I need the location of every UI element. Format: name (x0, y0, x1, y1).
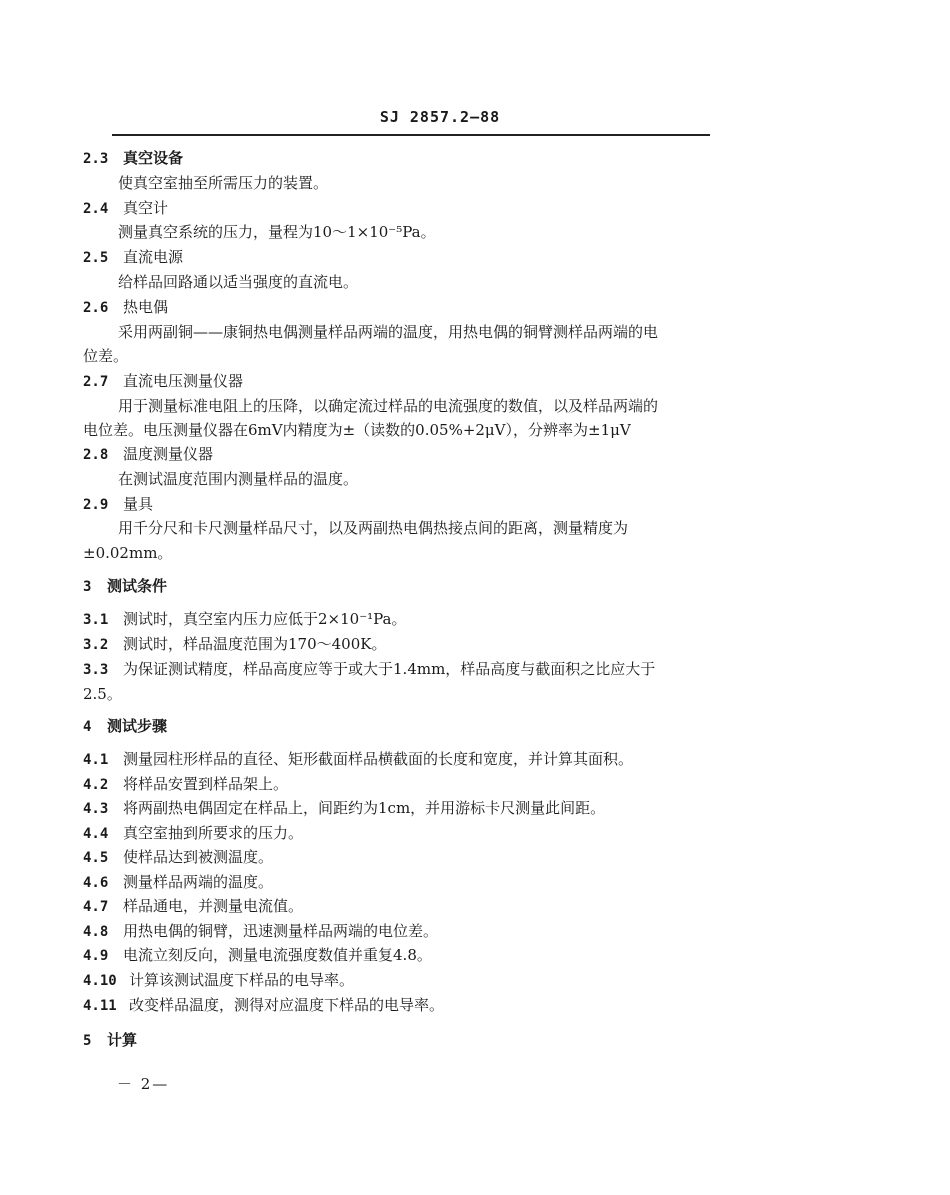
section-number: 2.9 (83, 497, 109, 513)
section-number: 2.3 (83, 151, 109, 167)
item-number: 4.8 (83, 924, 109, 940)
section-title: 温度测量仪器 (123, 445, 214, 463)
item-number: 4.1 (83, 752, 109, 768)
chapter-heading (83, 576, 167, 597)
item-text: 真空室抽到所要求的压力。 (123, 824, 304, 842)
list-item (83, 995, 444, 1016)
item-number: 4.7 (83, 899, 109, 915)
section-text: 给样品回路通以适当强度的直流电。 (118, 273, 359, 291)
chapter-title: 测试步骤 (107, 717, 168, 735)
section-text: 用千分尺和卡尺测量样品尺寸，以及两副热电偶热接点间的距离，测量精度为 (118, 519, 629, 537)
list-item (83, 872, 273, 893)
section-text: 在测试温度范围内测量样品的温度。 (118, 470, 359, 488)
page-number: － 2— (117, 1075, 170, 1093)
section-heading (83, 148, 183, 169)
chapter-number: 4 (83, 719, 92, 735)
item-number: 4.2 (83, 777, 109, 793)
item-text: 样品通电，并测量电流值。 (123, 897, 304, 915)
section-number: 2.8 (83, 447, 109, 463)
list-item (83, 609, 407, 630)
section-title: 热电偶 (123, 298, 169, 316)
item-number: 4.4 (83, 826, 109, 842)
section-number: 2.6 (83, 300, 109, 316)
section-text: 测量真空系统的压力，量程为10～1×10⁻⁵Pa。 (118, 223, 436, 241)
chapter-title: 计算 (107, 1031, 138, 1049)
section-number: 2.4 (83, 201, 109, 217)
item-text: 用热电偶的铜臂，迅速测量样品两端的电位差。 (123, 922, 439, 940)
section-text: 采用两副铜——康铜热电偶测量样品两端的温度，用热电偶的铜臂测样品两端的电 (118, 323, 659, 341)
section-heading (83, 494, 153, 515)
item-continuation: 2.5。 (83, 685, 122, 703)
chapter-number: 5 (83, 1033, 92, 1049)
section-title: 量具 (123, 495, 154, 513)
item-text: 电流立刻反向，测量电流强度数值并重复4.8。 (123, 946, 432, 964)
section-heading (83, 297, 168, 318)
section-text: 位差。 (83, 347, 129, 365)
list-item (83, 798, 605, 819)
chapter-heading (83, 1030, 137, 1051)
section-number: 2.5 (83, 250, 109, 266)
item-text: 为保证测试精度，样品高度应等于或大于1.4mm，样品高度与截面积之比应大于 (123, 660, 656, 678)
list-item (83, 659, 655, 680)
item-number: 4.6 (83, 875, 109, 891)
item-text: 测量样品两端的温度。 (123, 873, 274, 891)
chapter-number: 3 (83, 579, 92, 595)
section-text: 使真空室抽至所需压力的装置。 (118, 174, 329, 192)
item-text: 改变样品温度，测得对应温度下样品的电导率。 (129, 996, 445, 1014)
item-text: 测试时，样品温度范围为170～400K。 (123, 635, 387, 653)
chapter-heading (83, 716, 167, 737)
chapter-title: 测试条件 (107, 577, 168, 595)
list-item (83, 847, 273, 868)
list-item (83, 749, 633, 770)
section-text: ±0.02mm。 (83, 544, 173, 562)
section-text: 电位差。电压测量仪器在6mV内精度为±（读数的0.05%+2μV），分辨率为±1μV (83, 421, 631, 439)
list-item (83, 945, 432, 966)
item-number: 4.3 (83, 801, 109, 817)
item-text: 计算该测试温度下样品的电导率。 (129, 971, 355, 989)
item-number: 3.2 (83, 637, 109, 653)
item-number: 4.11 (83, 998, 117, 1014)
item-number: 4.9 (83, 948, 109, 964)
section-title: 直流电压测量仪器 (123, 372, 244, 390)
item-text: 测试时，真空室内压力应低于2×10⁻¹Pa。 (123, 610, 407, 628)
item-text: 将两副热电偶固定在样品上，间距约为1cm，并用游标卡尺测量此间距。 (123, 799, 606, 817)
item-number: 3.1 (83, 612, 109, 628)
list-item (83, 896, 303, 917)
item-text: 测量园柱形样品的直径、矩形截面样品横截面的长度和宽度，并计算其面积。 (123, 750, 634, 768)
section-heading (83, 371, 243, 392)
item-number: 3.3 (83, 662, 109, 678)
list-item (83, 823, 303, 844)
section-number: 2.7 (83, 374, 109, 390)
section-heading (83, 444, 213, 465)
section-text: 用于测量标准电阻上的压降，以确定流过样品的电流强度的数值，以及样品两端的 (118, 397, 659, 415)
section-heading (83, 198, 168, 219)
item-text: 使样品达到被测温度。 (123, 848, 274, 866)
section-heading (83, 247, 183, 268)
section-title: 直流电源 (123, 248, 184, 266)
header-rule (112, 134, 710, 136)
list-item (83, 774, 288, 795)
item-number: 4.10 (83, 973, 117, 989)
list-item (83, 921, 438, 942)
item-number: 4.5 (83, 850, 109, 866)
section-title: 真空计 (123, 199, 169, 217)
page-header: SJ 2857.2—88 (379, 108, 501, 126)
section-title: 真空设备 (123, 149, 184, 167)
item-text: 将样品安置到样品架上。 (123, 775, 289, 793)
list-item (83, 634, 386, 655)
list-item (83, 970, 354, 991)
